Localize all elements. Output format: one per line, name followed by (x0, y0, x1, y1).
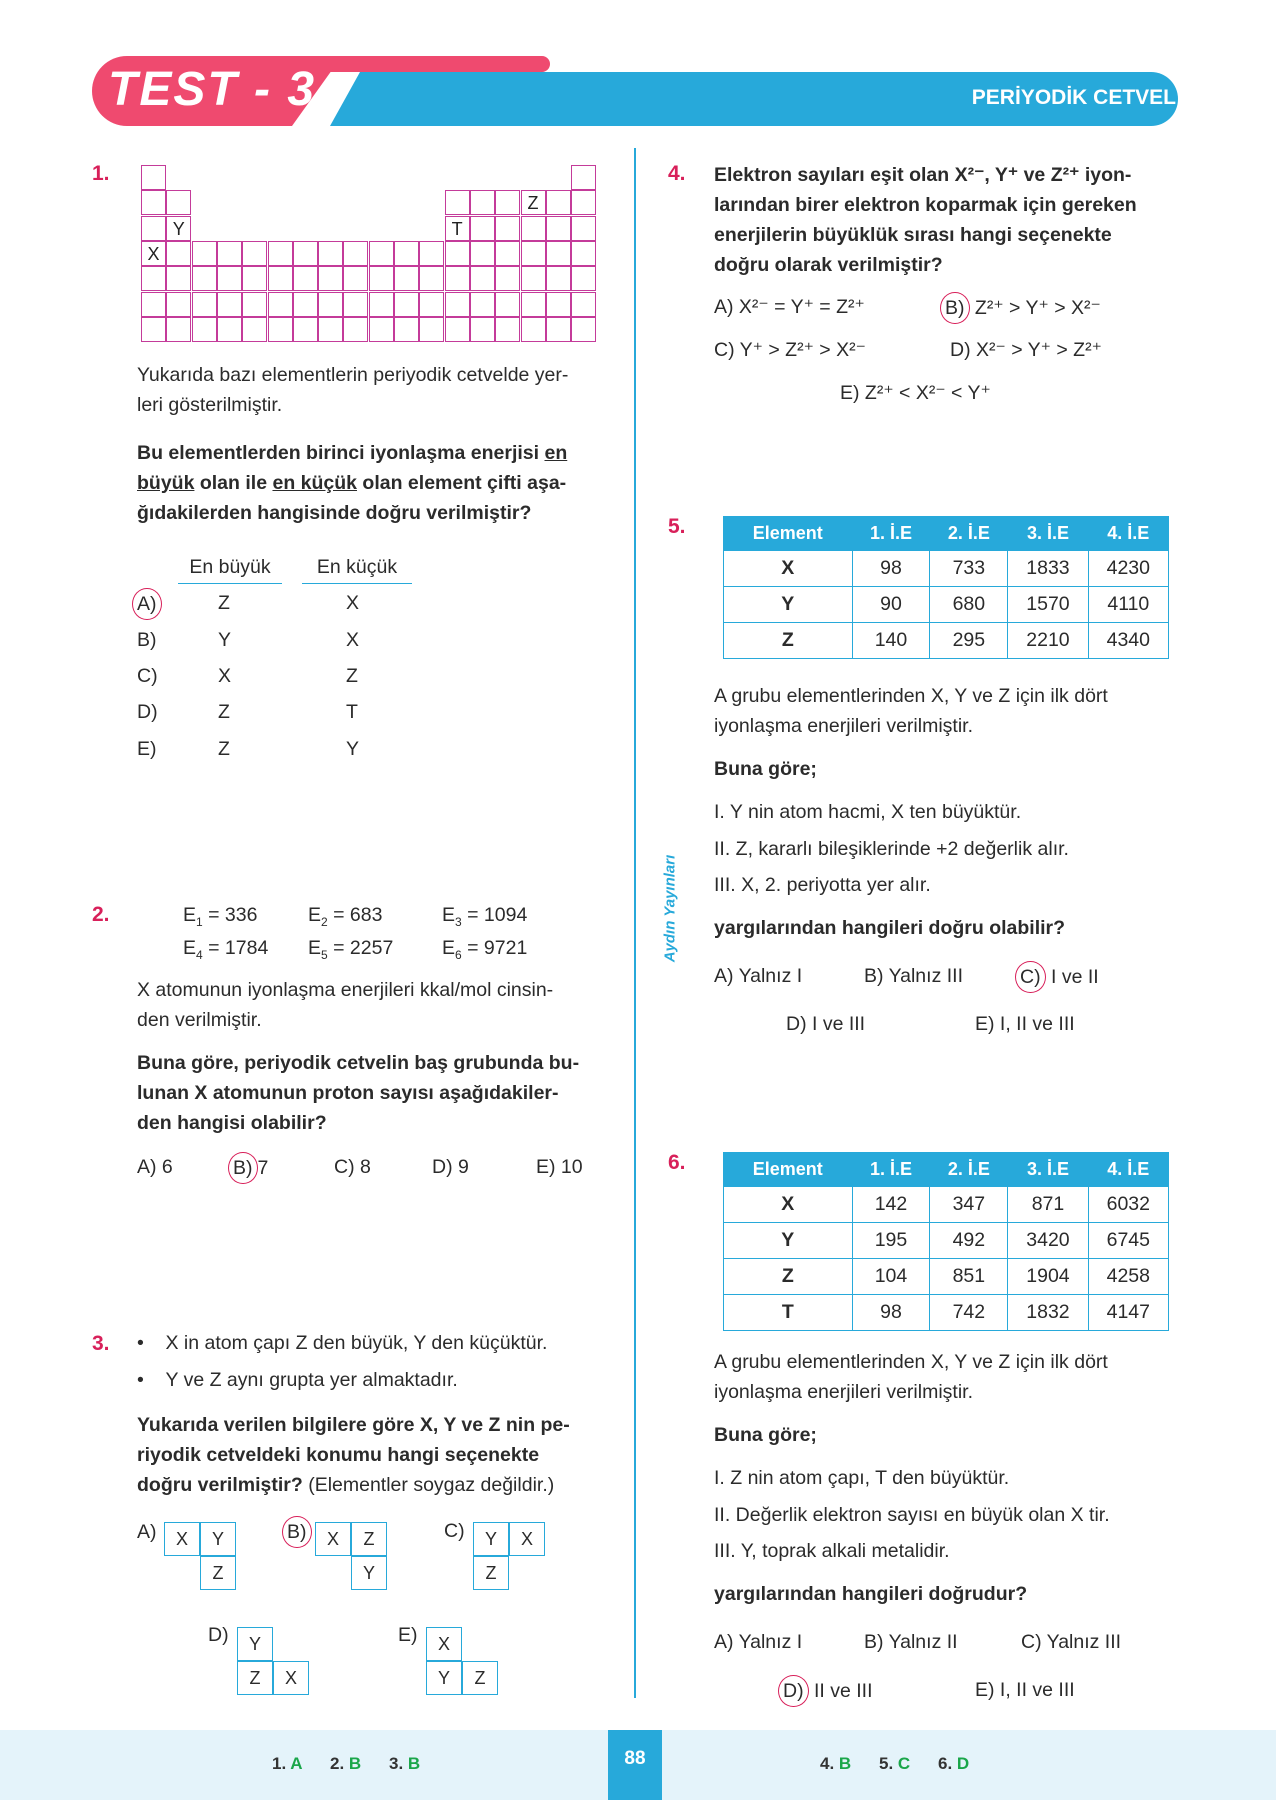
table-row (724, 1259, 1169, 1295)
table-cell: 98 (852, 551, 930, 587)
periodic-cell (394, 317, 419, 342)
statement: I. Z nin atom çapı, T den büyüktür. (714, 1467, 1010, 1489)
text-line: büyük olan ile en küçük olan element çifti aşa- (137, 472, 567, 494)
periodic-cell (166, 266, 191, 291)
table-cell: 742 (930, 1295, 1008, 1331)
table-row (724, 551, 1169, 587)
periodic-cell (242, 266, 267, 291)
column-divider (634, 148, 636, 1698)
option-e[interactable]: E) I, II ve III (975, 1013, 1075, 1035)
table-header: 3. İ.E (1008, 1153, 1088, 1187)
q4-question (714, 160, 1137, 280)
option-a[interactable]: A) X²⁻ = Y⁺ = Z²⁺ (714, 296, 865, 318)
periodic-cell (546, 190, 571, 215)
text-line: larından birer elektron koparmak için gereken (714, 194, 1137, 216)
page-number: 88 (608, 1730, 662, 1800)
answer-key: 6. D (938, 1754, 970, 1773)
text-line: ğıdakilerden hangisinde doğru verilmiştir? (137, 502, 532, 524)
option-a[interactable] (137, 588, 162, 620)
q5-intro (714, 681, 1108, 741)
answer-circle: B) (228, 1152, 258, 1184)
statement: III. Y, toprak alkali metalidir. (714, 1540, 950, 1562)
table-cell: 90 (852, 587, 930, 623)
option-b[interactable]: B) Z²⁺ > Y⁺ > X²⁻ (945, 292, 1101, 324)
table-row (724, 1187, 1169, 1223)
grid-cell: Z (200, 1556, 236, 1590)
table-cell: 4340 (1088, 623, 1168, 659)
text-line: iyonlaşma enerjileri verilmiştir. (714, 715, 973, 737)
table-cell: 1833 (1008, 551, 1088, 587)
q3-bullet: • Y ve Z aynı grupta yer almaktadır. (137, 1369, 458, 1391)
q1-question (137, 438, 567, 528)
option-value: Z (218, 738, 230, 760)
periodic-cell (546, 241, 571, 266)
table-cell: 1832 (1008, 1295, 1088, 1331)
text-line: A grubu elementlerinden X, Y ve Z için ilk dört (714, 1351, 1108, 1373)
table-cell: 851 (930, 1259, 1008, 1295)
periodic-cell (521, 266, 546, 291)
energy-value: $E_2 = 683$ (308, 904, 383, 929)
periodic-cell (217, 241, 242, 266)
periodic-cell (394, 266, 419, 291)
table-header: Element (724, 517, 853, 551)
periodic-cell (293, 317, 318, 342)
option-b[interactable]: B) Yalnız III (864, 965, 963, 987)
grid-cell: Y (426, 1661, 462, 1695)
answer-circle: A) (132, 588, 162, 620)
text-line: Yukarıda verilen bilgilere göre X, Y ve Z nin pe- (137, 1414, 570, 1436)
table-cell: Y (724, 587, 853, 623)
option-b[interactable]: B) 7 (233, 1152, 268, 1184)
table-cell: 295 (930, 623, 1008, 659)
periodic-cell (495, 317, 520, 342)
option-value: X (346, 592, 360, 614)
table-header: 2. İ.E (930, 1153, 1008, 1187)
periodic-cell (268, 292, 293, 317)
option-value: X (218, 665, 232, 687)
table-cell: 4110 (1088, 587, 1168, 623)
energy-value: $E_5 = 2257$ (308, 937, 394, 962)
text-line: riyodik cetveldeki konumu hangi seçenekte (137, 1444, 540, 1466)
periodic-cell (419, 241, 444, 266)
periodic-cell (268, 266, 293, 291)
periodic-cell (394, 241, 419, 266)
q5-question: yargılarından hangileri doğru olabilir? (714, 917, 1066, 939)
option-a[interactable]: A) Yalnız I (714, 1631, 803, 1653)
option-value: X (346, 629, 360, 651)
statement: I. Y nin atom hacmi, X ten büyüktür. (714, 801, 1022, 823)
periodic-cell (343, 317, 368, 342)
column-header: En küçük (302, 556, 412, 584)
table-cell: 680 (930, 587, 1008, 623)
test-title: TEST - 3 (108, 63, 317, 116)
periodic-cell (242, 317, 267, 342)
statement: III. X, 2. periyotta yer alır. (714, 874, 931, 896)
periodic-cell (495, 292, 520, 317)
periodic-cell (293, 266, 318, 291)
periodic-cell (318, 266, 343, 291)
periodic-cell (369, 292, 394, 317)
question-number: 5. (668, 515, 686, 538)
option-b[interactable]: B) (137, 629, 157, 651)
text-line: lunan X atomunun proton sayısı aşağıdakiler- (137, 1082, 559, 1104)
periodic-cell (445, 266, 470, 291)
periodic-cell (419, 317, 444, 342)
table-cell: 6745 (1088, 1223, 1168, 1259)
periodic-cell (318, 317, 343, 342)
grid-cell: Z (237, 1661, 273, 1695)
periodic-cell (242, 292, 267, 317)
option-d[interactable]: D) I ve III (786, 1013, 866, 1035)
table-cell: Z (724, 1259, 853, 1295)
table-header: 3. İ.E (1008, 517, 1088, 551)
ionization-table (723, 516, 1169, 659)
periodic-cell (521, 317, 546, 342)
periodic-cell (495, 190, 520, 215)
option-c[interactable]: C) (444, 1520, 465, 1542)
table-cell: 4230 (1088, 551, 1168, 587)
text-line: doğru verilmiştir? (Elementler soygaz değildir.) (137, 1474, 555, 1496)
grid-cell: X (315, 1522, 351, 1556)
periodic-cell (318, 241, 343, 266)
option-e[interactable]: E) (398, 1624, 418, 1646)
periodic-cell (141, 317, 166, 342)
energy-value: $E_3 = 1094$ (442, 904, 528, 929)
grid-cell: Z (462, 1661, 498, 1695)
table-cell: T (724, 1295, 853, 1331)
periodic-cell (571, 292, 596, 317)
periodic-cell: Z (521, 190, 546, 215)
periodic-cell (495, 266, 520, 291)
periodic-cell (141, 216, 166, 241)
grid-cell: X (509, 1522, 545, 1556)
periodic-cell (192, 292, 217, 317)
periodic-cell (343, 292, 368, 317)
option-d[interactable]: D) (208, 1624, 229, 1646)
table-cell: 347 (930, 1187, 1008, 1223)
periodic-cell (394, 292, 419, 317)
q3-question (137, 1410, 570, 1500)
periodic-cell (445, 317, 470, 342)
periodic-cell (521, 216, 546, 241)
text-line: A grubu elementlerinden X, Y ve Z için ilk dört (714, 685, 1108, 707)
periodic-cell (192, 241, 217, 266)
answer-circle: B) (940, 292, 970, 324)
option-a[interactable]: A) (137, 1521, 157, 1543)
option-value: Z (218, 592, 230, 614)
periodic-cell (141, 165, 166, 190)
column-header: En büyük (178, 556, 282, 584)
answer-circle: D) (778, 1675, 809, 1707)
option-value: T (346, 701, 358, 723)
energy-value: $E_6 = 9721$ (442, 937, 528, 962)
option-d[interactable]: D) 9 (432, 1156, 469, 1178)
periodic-cell (495, 216, 520, 241)
grid-cell: X (273, 1661, 309, 1695)
text-line: den verilmiştir. (137, 1009, 262, 1031)
periodic-cell (546, 292, 571, 317)
option-c[interactable]: C) Yalnız III (1021, 1631, 1122, 1653)
periodic-cell (571, 266, 596, 291)
periodic-cell (268, 317, 293, 342)
periodic-cell (419, 266, 444, 291)
periodic-cell (369, 266, 394, 291)
table-cell: 733 (930, 551, 1008, 587)
periodic-cell (166, 317, 191, 342)
grid-cell: Y (473, 1522, 509, 1556)
option-c[interactable]: C) I ve II (1020, 961, 1099, 993)
q2-question (137, 1048, 579, 1138)
text-line: Yukarıda bazı elementlerin periyodik cetvelde yer- (137, 364, 569, 386)
periodic-cell (445, 241, 470, 266)
periodic-cell (546, 266, 571, 291)
periodic-cell: T (445, 216, 470, 241)
periodic-cell (343, 266, 368, 291)
question-number: 2. (92, 903, 110, 926)
periodic-cell (343, 241, 368, 266)
option-e[interactable]: E) 10 (536, 1156, 583, 1178)
q1-intro (137, 360, 568, 420)
question-number: 6. (668, 1151, 686, 1174)
option-value: Y (218, 629, 232, 651)
periodic-cell (521, 241, 546, 266)
table-cell: 3420 (1008, 1223, 1088, 1259)
table-cell: X (724, 1187, 853, 1223)
periodic-cell (470, 216, 495, 241)
periodic-cell (268, 241, 293, 266)
periodic-cell (141, 190, 166, 215)
statement: II. Z, kararlı bileşiklerinde +2 değerlik alır. (714, 838, 1069, 860)
periodic-cell (546, 216, 571, 241)
table-cell: 98 (852, 1295, 930, 1331)
answer-circle: C) (1015, 961, 1046, 993)
table-row (724, 1295, 1169, 1331)
option-e[interactable]: E) Z²⁺ < X²⁻ < Y⁺ (840, 382, 991, 404)
periodic-cell (470, 266, 495, 291)
periodic-cell (470, 190, 495, 215)
option-c[interactable]: C) Y⁺ > Z²⁺ > X²⁻ (714, 339, 866, 361)
table-cell: 142 (852, 1187, 930, 1223)
q2-intro (137, 975, 553, 1035)
option-d[interactable]: D) II ve III (783, 1675, 873, 1707)
periodic-cell (521, 292, 546, 317)
periodic-cell (571, 216, 596, 241)
periodic-cell (166, 241, 191, 266)
option-b[interactable]: B) Yalnız II (864, 1631, 958, 1653)
answer-key: 2. B (330, 1754, 362, 1773)
grid-cell: X (426, 1627, 462, 1661)
answer-key: 3. B (389, 1754, 421, 1773)
periodic-cell (293, 241, 318, 266)
periodic-cell (495, 241, 520, 266)
table-cell: 6032 (1088, 1187, 1168, 1223)
text-line: leri gösterilmiştir. (137, 394, 283, 416)
table-header: 1. İ.E (852, 517, 930, 551)
answer-key: 1. A (272, 1754, 303, 1773)
publisher-label: Aydın Yayınları (662, 839, 679, 979)
text-line: Buna göre, periyodik cetvelin baş grubunda bu- (137, 1052, 580, 1074)
ionization-table (723, 1152, 1169, 1331)
table-row (724, 623, 1169, 659)
table-row (724, 1223, 1169, 1259)
text-line: Bu elementlerden birinci iyonlaşma enerjisi en (137, 442, 568, 464)
text-line: den hangisi olabilir? (137, 1112, 327, 1134)
periodic-cell (166, 190, 191, 215)
energy-value: $E_1 = 336$ (183, 904, 258, 929)
text-line: iyonlaşma enerjileri verilmiştir. (714, 1381, 973, 1403)
table-cell: 4147 (1088, 1295, 1168, 1331)
table-cell: 871 (1008, 1187, 1088, 1223)
periodic-cell (217, 266, 242, 291)
table-header: 2. İ.E (930, 517, 1008, 551)
periodic-cell (470, 317, 495, 342)
header-accent-line (320, 56, 550, 72)
table-cell: X (724, 551, 853, 587)
table-header: Element (724, 1153, 853, 1187)
option-c[interactable]: C) (137, 665, 158, 687)
table-cell: 140 (852, 623, 930, 659)
answer-key: 4. B (820, 1754, 852, 1773)
periodic-cell (318, 292, 343, 317)
table-cell: 492 (930, 1223, 1008, 1259)
periodic-cell (242, 241, 267, 266)
periodic-cell (571, 241, 596, 266)
periodic-cell (571, 165, 596, 190)
section-title: PERİYODİK CETVEL (971, 86, 1176, 109)
periodic-cell (470, 241, 495, 266)
periodic-cell (369, 317, 394, 342)
table-header: 4. İ.E (1088, 1153, 1168, 1187)
periodic-cell (141, 292, 166, 317)
option-value: Z (218, 701, 230, 723)
periodic-cell (217, 292, 242, 317)
periodic-cell (166, 292, 191, 317)
table-cell: 1570 (1008, 587, 1088, 623)
q3-bullet: • X in atom çapı Z den büyük, Y den küçüktür. (137, 1332, 548, 1354)
option-c[interactable]: C) 8 (334, 1156, 371, 1178)
q6-intro (714, 1347, 1108, 1407)
periodic-cell (293, 292, 318, 317)
periodic-cell (419, 292, 444, 317)
table-header: 4. İ.E (1088, 517, 1168, 551)
table-row (724, 587, 1169, 623)
q6-question: yargılarından hangileri doğrudur? (714, 1583, 1028, 1605)
question-number: 1. (92, 162, 110, 185)
question-number: 3. (92, 1332, 110, 1355)
option-e[interactable]: E) I, II ve III (975, 1679, 1075, 1701)
option-value: Z (346, 665, 358, 687)
table-cell: 4258 (1088, 1259, 1168, 1295)
table-cell: 1904 (1008, 1259, 1088, 1295)
table-cell: Y (724, 1223, 853, 1259)
periodic-cell (369, 241, 394, 266)
text-line: doğru olarak verilmiştir? (714, 254, 943, 276)
periodic-cell (445, 292, 470, 317)
option-d[interactable]: D) (137, 701, 158, 723)
periodic-cell: X (141, 241, 166, 266)
periodic-cell (445, 190, 470, 215)
grid-cell: Y (200, 1522, 236, 1556)
statement: II. Değerlik elektron sayısı en büyük olan X tir. (714, 1504, 1110, 1526)
periodic-cell (571, 190, 596, 215)
option-a[interactable]: A) Yalnız I (714, 965, 803, 987)
grid-cell: Y (351, 1556, 387, 1590)
table-cell: 195 (852, 1223, 930, 1259)
answer-key: 5. C (879, 1754, 911, 1773)
buna-gore: Buna göre; (714, 758, 817, 780)
grid-cell: Y (237, 1627, 273, 1661)
grid-cell: Z (473, 1556, 509, 1590)
answer-circle: B) (282, 1516, 312, 1548)
periodic-cell (546, 317, 571, 342)
option-b[interactable] (287, 1516, 312, 1548)
buna-gore: Buna göre; (714, 1424, 817, 1446)
text-line: Elektron sayıları eşit olan X²⁻, Y⁺ ve Z²⁺ iyon- (714, 164, 1132, 186)
option-value: Y (346, 738, 360, 760)
periodic-cell (192, 317, 217, 342)
periodic-cell: Y (166, 216, 191, 241)
energy-value: $E_4 = 1784$ (183, 937, 269, 962)
table-cell: 104 (852, 1259, 930, 1295)
table-cell: Z (724, 623, 853, 659)
periodic-cell (192, 266, 217, 291)
grid-cell: Z (351, 1522, 387, 1556)
periodic-cell (217, 317, 242, 342)
text-line: enerjilerin büyüklük sırası hangi seçenekte (714, 224, 1112, 246)
periodic-cell (141, 266, 166, 291)
grid-cell: X (164, 1522, 200, 1556)
option-d[interactable]: D) X²⁻ > Y⁺ > Z²⁺ (950, 339, 1102, 361)
periodic-cell (571, 317, 596, 342)
option-a[interactable]: A) 6 (137, 1156, 173, 1178)
table-cell: 2210 (1008, 623, 1088, 659)
table-header: 1. İ.E (852, 1153, 930, 1187)
periodic-cell (470, 292, 495, 317)
question-number: 4. (668, 162, 686, 185)
option-e[interactable]: E) (137, 738, 157, 760)
text-line: X atomunun iyonlaşma enerjileri kkal/mol cinsin- (137, 979, 554, 1001)
